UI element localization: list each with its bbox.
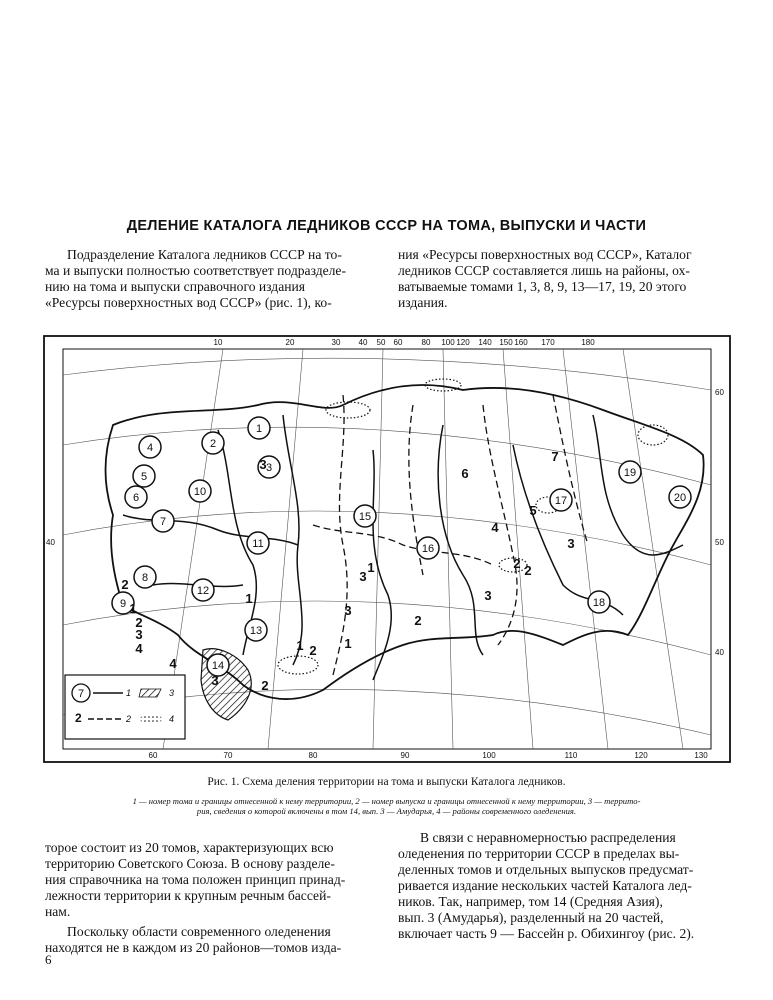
volume-number: 8: [141, 572, 149, 584]
text-line: лежности территории к крупным речным бассей-: [45, 888, 331, 903]
volume-marker: [139, 436, 161, 458]
text-line: ния «Ресурсы поверхностных вод СССР», Каталог: [398, 247, 692, 262]
issue-number: 2: [309, 643, 317, 658]
issue-number: 1: [296, 638, 304, 653]
bottom-scale-label: 60: [148, 751, 158, 760]
volume-number: 9: [119, 598, 127, 610]
text-line: издания.: [398, 295, 448, 310]
issue-number: 3: [359, 569, 367, 584]
legend-volume-label: 7: [77, 688, 85, 700]
volume-number: 16: [421, 543, 435, 555]
top-scale-label: 180: [581, 338, 595, 347]
issue-number: 2: [513, 556, 521, 571]
text-line: В связи с неравномерностью распределения: [420, 830, 676, 845]
text-line: ников. Так, например, том 14 (Средняя Азия),: [398, 894, 663, 909]
page-number: 6: [45, 952, 52, 967]
issue-number: 3: [484, 588, 492, 603]
bottom-scale-label: 90: [400, 751, 410, 760]
text-line: «Ресурсы поверхностных вод СССР» (рис. 1), ко-: [45, 295, 332, 310]
text-line: ния справочника на тома положен принцип принад-: [45, 872, 346, 887]
volume-marker: [152, 510, 174, 532]
figure-caption: Рис. 1. Схема деления территории на тома и выпуски Каталога ледников.: [207, 776, 566, 788]
map-svg: [43, 335, 731, 763]
volume-number: 13: [249, 625, 263, 637]
issue-number: 5: [529, 503, 537, 518]
issue-number: 4: [491, 520, 499, 535]
issue-number: 6: [461, 466, 469, 481]
top-scale-label: 160: [514, 338, 528, 347]
volume-number: 4: [146, 442, 154, 454]
legend-issue-label: 2: [75, 711, 82, 725]
top-scale-label: 60: [393, 338, 403, 347]
volume-marker: [247, 532, 269, 554]
volume-marker: [245, 619, 267, 641]
volume-number: 20: [673, 492, 687, 504]
top-scale-label: 150: [499, 338, 513, 347]
volume-number: 19: [623, 467, 637, 479]
volume-number: 17: [554, 495, 568, 507]
text-line: находятся не в каждом из 20 районов—томов изда-: [45, 940, 342, 955]
figure-legend: [45, 796, 728, 816]
volume-number: 11: [252, 538, 264, 550]
issue-number: 3: [567, 536, 575, 551]
volume-number: 18: [592, 597, 606, 609]
intro-text-left: [45, 247, 375, 311]
body-text-right: [398, 830, 728, 942]
volume-marker: [189, 480, 211, 502]
volume-number: 3: [265, 462, 273, 474]
top-scale-label: 20: [285, 338, 295, 347]
top-scale-label: 120: [456, 338, 470, 347]
text-line: территорию Советского Союза. В основу разделе-: [45, 856, 335, 871]
issue-number: 3: [135, 627, 143, 642]
top-scale-label: 170: [541, 338, 555, 347]
bottom-scale-label: 110: [564, 751, 578, 760]
volume-marker: [248, 417, 270, 439]
top-scale-label: 10: [213, 338, 223, 347]
volume-number: 15: [358, 511, 372, 523]
bottom-scale-label: 120: [634, 751, 648, 760]
body-text-left: [45, 840, 375, 956]
volume-marker: [417, 537, 439, 559]
legend-number: 2: [126, 714, 132, 724]
issue-number: 2: [135, 615, 143, 630]
top-scale-label: 80: [421, 338, 431, 347]
text-line: включает часть 9 — Бассейн р. Обихингоу (рис. 2).: [398, 926, 695, 941]
volume-number: 14: [211, 660, 225, 672]
volume-marker: [202, 432, 224, 454]
legend-line: 1 — номер тома и границы отнесенной к нему территории, 2 — номер выпуска и границы отнесенной к нему территории, 3 — террито-: [132, 796, 641, 806]
issue-number: 4: [169, 656, 177, 671]
text-line: ватываемые томами 1, 3, 8, 9, 13—17, 19, 20 этого: [398, 279, 687, 294]
bottom-scale-label: 130: [694, 751, 708, 760]
text-line: Поскольку области современного оледенения: [67, 924, 331, 939]
text-line: нам.: [45, 904, 71, 919]
issue-number: 3: [211, 673, 219, 688]
volume-marker: [134, 566, 156, 588]
bottom-scale-label: 80: [308, 751, 318, 760]
legend-number: 1: [126, 688, 132, 698]
right-scale-label: 60: [715, 388, 724, 397]
issue-number: 2: [414, 613, 422, 628]
top-scale-label: 140: [478, 338, 492, 347]
volume-marker: [669, 486, 691, 508]
volume-marker: [133, 465, 155, 487]
map-legend: [65, 675, 185, 739]
legend-line: рия, сведения о которой включены в том 14, вып. 3 — Амударья, 4 — районы современного оледенения.: [196, 806, 577, 816]
top-scale-label: 30: [331, 338, 341, 347]
volume-marker: [619, 461, 641, 483]
volume-marker: [125, 486, 147, 508]
volume-number: 5: [140, 471, 148, 483]
volume-marker: [550, 489, 572, 511]
text-line: деленных томов и отдельных выпусков предусмат-: [398, 862, 694, 877]
issue-number: 3: [259, 457, 267, 472]
right-scale-label: 50: [715, 538, 724, 547]
volume-number: 1: [255, 423, 263, 435]
top-scale-label: 100: [441, 338, 455, 347]
legend-number: 3: [169, 688, 175, 698]
issue-number: 1: [129, 601, 137, 616]
bottom-scale-label: 70: [223, 751, 233, 760]
text-line: Подразделение Каталога ледников СССР на то-: [67, 247, 342, 262]
volume-number: 12: [196, 585, 210, 597]
left-scale-label: 40: [46, 538, 55, 547]
bottom-scale-label: 100: [482, 751, 496, 760]
text-line: ма и выпуски полностью соответствует подразделе-: [45, 263, 346, 278]
text-line: торое состоит из 20 томов, характеризующих всю: [45, 840, 334, 855]
text-line: вып. 3 (Амударья), разделенный на 20 частей,: [398, 910, 664, 925]
volume-marker: [588, 591, 610, 613]
ussr-volume-map: [43, 335, 731, 763]
text-line: ледников СССР составляется лишь на районы, ох-: [398, 263, 690, 278]
top-scale-label: 40: [358, 338, 368, 347]
intro-text-right: [398, 247, 728, 311]
issue-number: 1: [245, 591, 253, 606]
right-scale-label: 40: [715, 648, 724, 657]
text-line: нию на тома и выпуски справочного издания: [45, 279, 306, 294]
issue-number: 4: [135, 641, 143, 656]
issue-number: 2: [261, 678, 269, 693]
issue-number: 2: [121, 577, 129, 592]
legend-dots-swatch: [140, 714, 162, 724]
issue-number: 7: [551, 449, 559, 464]
issue-number: 3: [344, 603, 352, 618]
volume-number: 2: [209, 438, 217, 450]
top-scale-label: 50: [376, 338, 386, 347]
text-line: оледенения по территории СССР в пределах вы-: [398, 846, 680, 861]
issue-number: 1: [344, 636, 352, 651]
issue-number: 1: [367, 560, 375, 575]
volume-marker: [354, 505, 376, 527]
section-heading: ДЕЛЕНИЕ КАТАЛОГА ЛЕДНИКОВ СССР НА ТОМА, ВЫПУСКИ И ЧАСТИ: [126, 218, 647, 234]
volume-number: 10: [193, 486, 207, 498]
legend-number: 4: [169, 714, 175, 724]
issue-number: 2: [524, 563, 532, 578]
volume-marker: [192, 579, 214, 601]
legend-hatch-swatch: [139, 689, 161, 697]
volume-number: 7: [159, 516, 167, 528]
text-line: ривается издание нескольких частей Каталога лед-: [398, 878, 692, 893]
volume-number: 6: [132, 492, 140, 504]
